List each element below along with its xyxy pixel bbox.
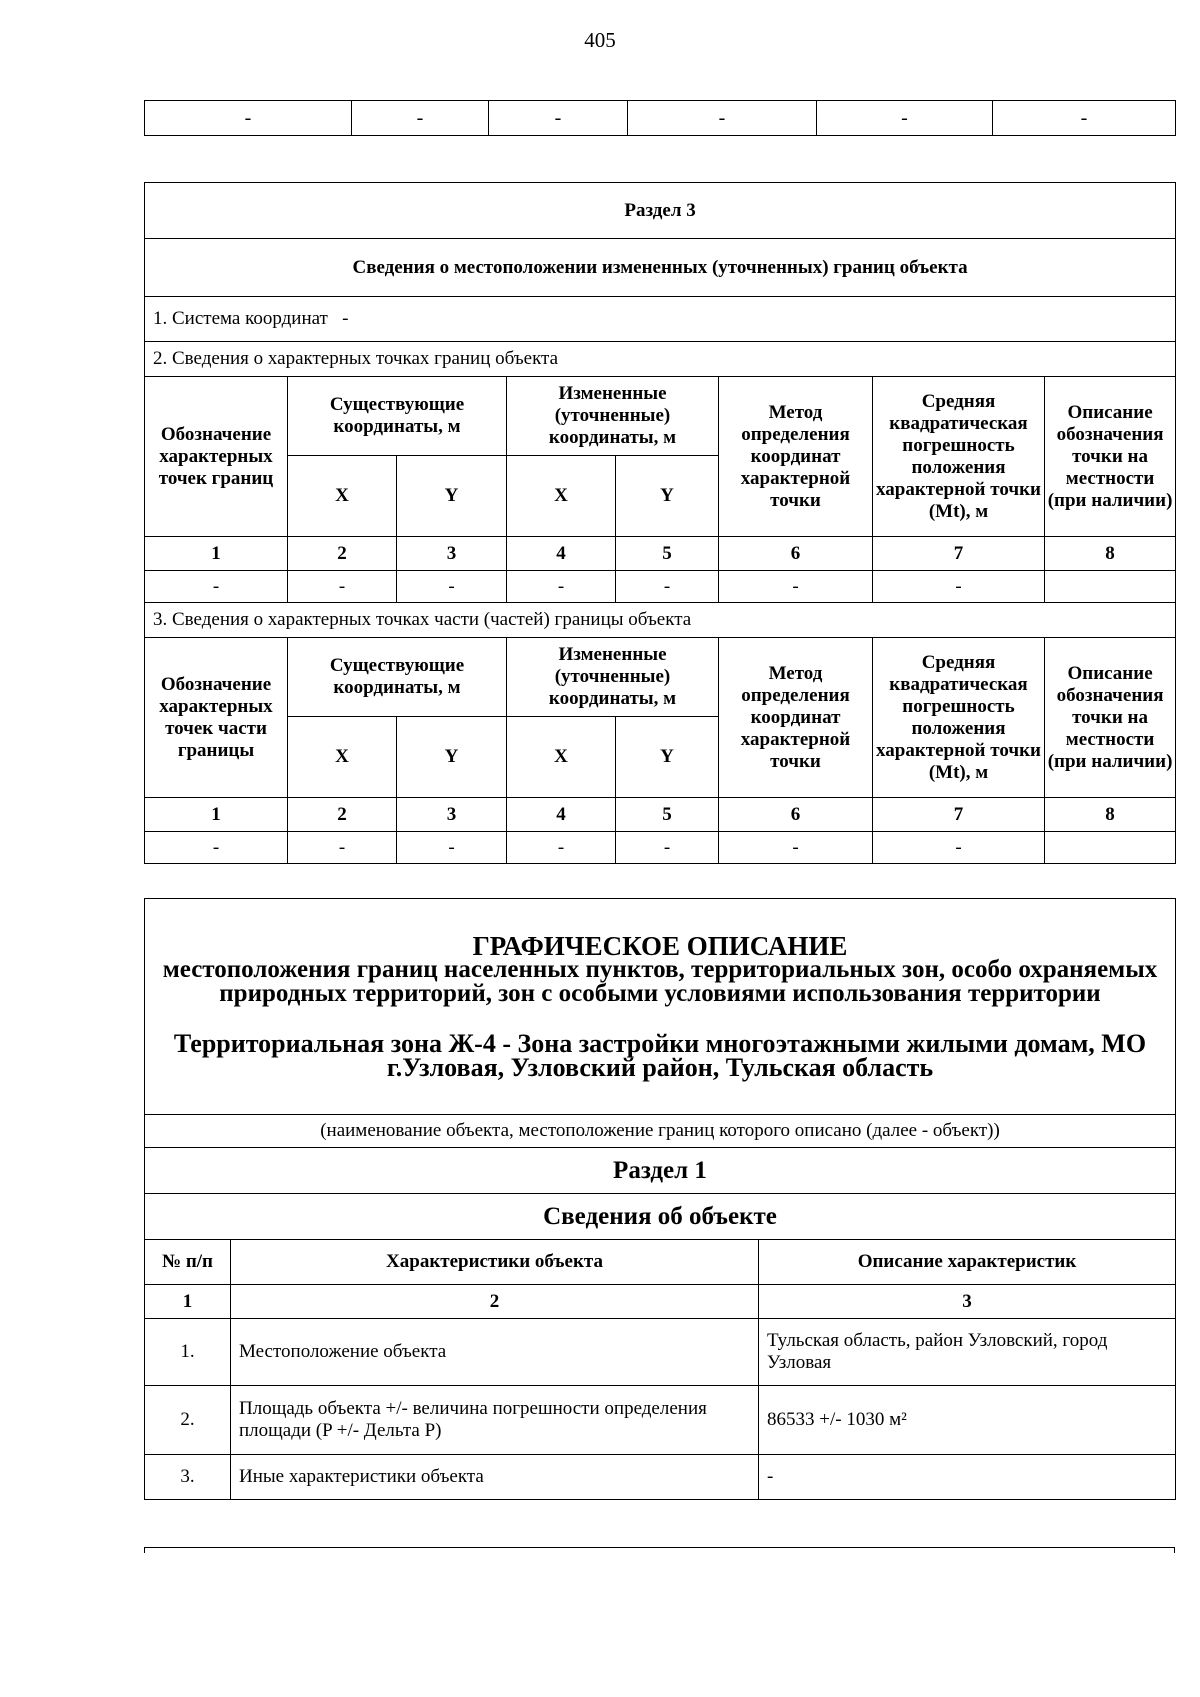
table-row — [145, 1386, 1176, 1455]
table-row — [145, 1285, 1176, 1319]
table-cell — [1045, 832, 1176, 864]
header-existing: Существующие координаты, м — [288, 377, 507, 456]
row-number: 1. — [145, 1319, 231, 1386]
section3-title: Раздел 3 — [145, 183, 1176, 239]
table-row — [145, 377, 1176, 456]
header-description: Описание обозначения точки на местности (при наличии) — [1045, 638, 1176, 798]
coord-system-value: - — [342, 308, 349, 329]
zone-name: Территориальная зона Ж-4 - Зона застройки многоэтажными жилыми домам, МО г.Узловая, Узловский район, Тульская область — [173, 1028, 1147, 1082]
graphic-description-table — [144, 898, 1176, 1500]
header-num: № п/п — [145, 1240, 231, 1285]
column-number: 7 — [873, 798, 1045, 832]
coord-system-label: 1. Система координат — [153, 308, 328, 329]
coord-system-row — [145, 297, 1176, 342]
table-cell: - — [145, 101, 352, 136]
table-row — [145, 603, 1176, 638]
table-row — [145, 297, 1176, 342]
header-changed: Измененные (уточненные) координаты, м — [507, 377, 719, 456]
header-point-designation: Обозначение характерных точек границ — [145, 377, 288, 537]
header-x: X — [288, 456, 397, 537]
header-x: X — [507, 717, 616, 798]
table-cell: - — [145, 832, 288, 864]
column-number: 4 — [507, 798, 616, 832]
column-number: 1 — [145, 537, 288, 571]
table-cell: - — [628, 101, 817, 136]
header-point-designation-part: Обозначение характерных точек части границы — [145, 638, 288, 798]
table-row — [145, 239, 1176, 297]
column-number: 5 — [616, 798, 719, 832]
header-characteristic: Характеристики объекта — [231, 1240, 759, 1285]
column-number: 2 — [288, 798, 397, 832]
column-number: 1 — [145, 798, 288, 832]
points-heading: 2. Сведения о характерных точках границ объекта — [145, 342, 1176, 377]
table-cell: - — [616, 832, 719, 864]
table-row — [145, 183, 1176, 239]
header-error: Средняя квадратическая погрешность положения характерной точки (Mt), м — [873, 377, 1045, 537]
header-error: Средняя квадратическая погрешность положения характерной точки (Mt), м — [873, 638, 1045, 798]
table-row — [145, 1148, 1176, 1194]
header-changed: Измененные (уточненные) координаты, м — [507, 638, 719, 717]
column-number: 2 — [231, 1285, 759, 1319]
next-table-edge — [144, 1547, 1175, 1553]
table-cell: - — [352, 101, 489, 136]
section3-table — [144, 182, 1176, 864]
section3-subtitle: Сведения о местоположении измененных (уточненных) границ объекта — [145, 239, 1176, 297]
column-number: 1 — [145, 1285, 231, 1319]
table-row — [145, 1194, 1176, 1240]
table-cell: - — [616, 571, 719, 603]
column-number: 3 — [759, 1285, 1176, 1319]
graphic-subtitle: местоположения границ населенных пунктов, территориальных зон, особо охраняемых природных территорий, зон с особыми условиями использования территории — [162, 955, 1158, 1007]
table-row — [145, 832, 1176, 864]
table-cell: - — [873, 832, 1045, 864]
column-number: 6 — [719, 537, 873, 571]
column-number: 4 — [507, 537, 616, 571]
table-cell: - — [145, 571, 288, 603]
header-y: Y — [397, 717, 507, 798]
table-row — [145, 899, 1176, 1115]
header-x: X — [507, 456, 616, 537]
section1-title: Раздел 1 — [145, 1148, 1176, 1194]
table-row — [145, 1319, 1176, 1386]
continuation-table — [144, 100, 1176, 136]
column-number: 2 — [288, 537, 397, 571]
table-cell: - — [288, 571, 397, 603]
table-row — [145, 1240, 1176, 1285]
page-number: 405 — [584, 28, 616, 52]
characteristic-name: Площадь объекта +/- величина погрешности определения площади (P +/- Дельта P) — [231, 1386, 759, 1455]
header-description: Описание характеристик — [759, 1240, 1176, 1285]
header-existing: Существующие координаты, м — [288, 638, 507, 717]
column-number: 8 — [1045, 798, 1176, 832]
table-cell: - — [397, 832, 507, 864]
header-method: Метод определения координат характерной точки — [719, 377, 873, 537]
section1-subtitle: Сведения об объекте — [145, 1194, 1176, 1240]
table-row — [145, 638, 1176, 717]
column-number: 3 — [397, 798, 507, 832]
table-row — [145, 1455, 1176, 1500]
table-cell: - — [873, 571, 1045, 603]
header-description: Описание обозначения точки на местности (при наличии) — [1045, 377, 1176, 537]
table-row — [145, 537, 1176, 571]
row-number: 3. — [145, 1455, 231, 1500]
table-row — [145, 571, 1176, 603]
table-cell: - — [993, 101, 1176, 136]
header-y: Y — [397, 456, 507, 537]
table-row — [145, 342, 1176, 377]
characteristic-value: - — [759, 1455, 1176, 1500]
parts-heading: 3. Сведения о характерных точках части (частей) границы объекта — [145, 603, 1176, 638]
column-number: 8 — [1045, 537, 1176, 571]
header-x: X — [288, 717, 397, 798]
header-y: Y — [616, 717, 719, 798]
object-hint: (наименование объекта, местоположение границ которого описано (далее - объект)) — [145, 1115, 1176, 1148]
header-y: Y — [616, 456, 719, 537]
row-number: 2. — [145, 1386, 231, 1455]
column-number: 6 — [719, 798, 873, 832]
table-cell: - — [507, 832, 616, 864]
table-row — [145, 101, 1176, 136]
characteristic-name: Иные характеристики объекта — [231, 1455, 759, 1500]
graphic-title: ГРАФИЧЕСКОЕ ОПИСАНИЕ — [472, 930, 848, 961]
graphic-header — [145, 899, 1176, 1115]
table-cell: - — [288, 832, 397, 864]
table-cell: - — [489, 101, 628, 136]
column-number: 7 — [873, 537, 1045, 571]
table-cell: - — [817, 101, 993, 136]
table-row — [145, 1115, 1176, 1148]
characteristic-value: Тульская область, район Узловский, город Узловая — [759, 1319, 1176, 1386]
table-row — [145, 798, 1176, 832]
characteristic-name: Местоположение объекта — [231, 1319, 759, 1386]
column-number: 5 — [616, 537, 719, 571]
table-cell: - — [397, 571, 507, 603]
table-cell: - — [507, 571, 616, 603]
table-cell: - — [719, 832, 873, 864]
characteristic-value: 86533 +/- 1030 м² — [759, 1386, 1176, 1455]
table-cell: - — [719, 571, 873, 603]
header-method: Метод определения координат характерной точки — [719, 638, 873, 798]
column-number: 3 — [397, 537, 507, 571]
table-cell — [1045, 571, 1176, 603]
